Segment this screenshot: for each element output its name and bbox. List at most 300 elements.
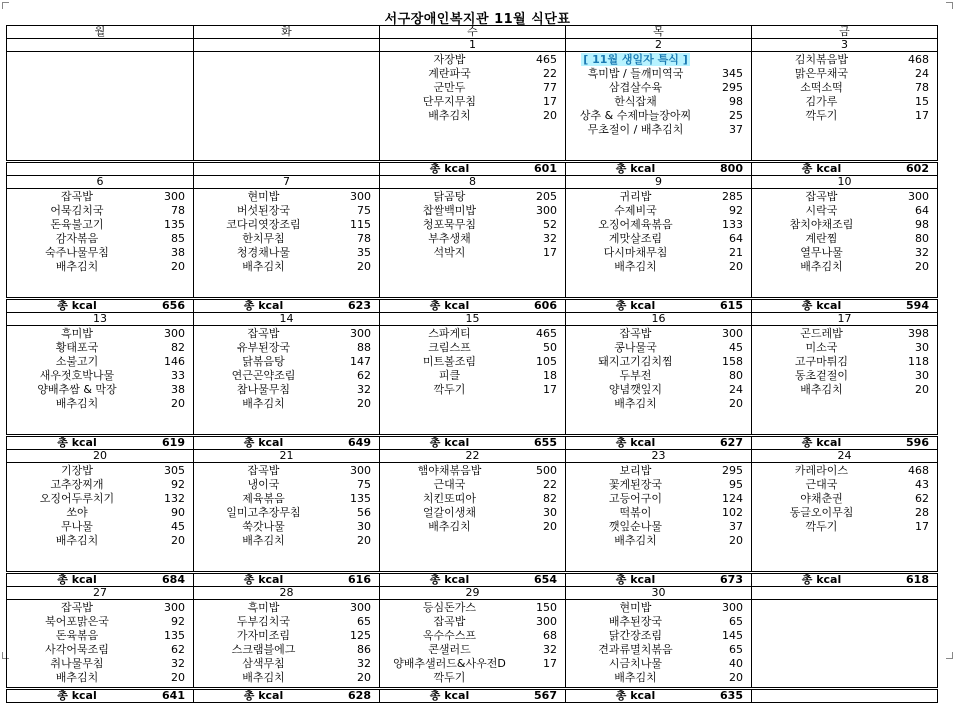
menu-item-name: [194, 601, 333, 615]
total-line: [566, 163, 751, 175]
total-kcal: 596: [906, 436, 929, 449]
menu-item: [194, 506, 379, 520]
menu-item: [7, 629, 193, 643]
menu-item-list: [752, 326, 937, 397]
menu-item-kcal: 20: [729, 397, 743, 410]
menu-item: [194, 260, 379, 274]
menu-item: [7, 492, 193, 506]
menu-item-name: [566, 327, 705, 341]
menu-item-label: 콩나물국: [614, 341, 657, 354]
total-cell: [566, 689, 752, 703]
menu-item: [7, 218, 193, 232]
menu-item: [566, 615, 751, 629]
total-cell: [7, 573, 194, 587]
date-cell: 10: [752, 176, 938, 189]
menu-item: [380, 190, 565, 204]
date-cell: 6: [7, 176, 194, 189]
menu-item: [7, 671, 193, 685]
date-row: [7, 176, 938, 189]
menu-item-label: 동글오이무침: [789, 506, 854, 519]
menu-item-label: 등심돈가스: [422, 601, 477, 614]
menu-item: [752, 506, 937, 520]
total-kcal: 594: [906, 299, 929, 312]
menu-item: [566, 397, 751, 411]
menu-item: [194, 397, 379, 411]
total-kcal: 649: [348, 436, 371, 449]
menu-item-name: [7, 657, 147, 671]
menu-item: [194, 355, 379, 369]
menu-item-kcal: 78: [357, 232, 371, 245]
menu-item-label: 계란파국: [428, 67, 471, 80]
menu-item-name: [194, 520, 333, 534]
menu-item: [194, 232, 379, 246]
menu-item: [7, 506, 193, 520]
menu-item-name: [566, 95, 705, 109]
menu-item-label: 삼색무침: [242, 657, 285, 670]
menu-item-kcal: 135: [164, 629, 185, 642]
menu-item-kcal: 35: [357, 246, 371, 259]
menu-item: [380, 218, 565, 232]
menu-item: [566, 478, 751, 492]
menu-item-name: [7, 190, 147, 204]
menu-cell: [194, 326, 380, 436]
total-label: 총 kcal: [429, 299, 470, 312]
menu-item-label: 귀리밥: [619, 190, 652, 203]
menu-item-kcal: 98: [915, 218, 929, 231]
menu-item: [380, 355, 565, 369]
date-cell: 3: [752, 39, 938, 52]
menu-item-kcal: 43: [915, 478, 929, 491]
menu-item-kcal: 38: [171, 383, 185, 396]
menu-item-name: [380, 95, 519, 109]
menu-item-kcal: 21: [729, 246, 743, 259]
total-kcal: 641: [162, 689, 185, 702]
menu-item-list: [194, 326, 379, 411]
menu-item-kcal: 17: [915, 520, 929, 533]
menu-item-label: 두부김치국: [236, 615, 291, 628]
menu-item-name: [566, 67, 705, 81]
menu-item-kcal: 132: [164, 492, 185, 505]
total-kcal: 616: [348, 573, 371, 586]
menu-item-label: 유부된장국: [236, 341, 291, 354]
menu-item-name: [194, 629, 333, 643]
menu-item-name: [566, 260, 705, 274]
menu-item-kcal: 37: [729, 520, 743, 533]
menu-item-name: [194, 534, 333, 548]
menu-item-kcal: 86: [357, 643, 371, 656]
menu-item-label: 쑥갓나물: [242, 520, 285, 533]
menu-item-kcal: 135: [164, 218, 185, 231]
menu-item-kcal: 20: [729, 671, 743, 684]
menu-item-name: [566, 232, 705, 246]
menu-item-list: [752, 52, 937, 123]
menu-item-name: [194, 232, 333, 246]
menu-item-name: [380, 369, 519, 383]
total-line: [194, 690, 379, 702]
menu-item-list: [194, 463, 379, 548]
menu-item-name: [566, 81, 705, 95]
menu-item-kcal: 75: [357, 204, 371, 217]
menu-item-label: 잡곡밥: [61, 601, 93, 614]
menu-item: [194, 190, 379, 204]
menu-item-label: 피클: [438, 369, 461, 382]
menu-item-name: [380, 327, 519, 341]
total-line: [752, 300, 937, 312]
menu-item-kcal: 24: [915, 67, 929, 80]
total-cell: [380, 573, 566, 587]
menu-item-kcal: 105: [536, 355, 557, 368]
menu-item-label: 곤드레밥: [800, 327, 843, 340]
menu-item-label: 냉이국: [247, 478, 280, 491]
total-cell: [566, 436, 752, 450]
total-label: 총 kcal: [615, 573, 656, 586]
menu-cell: [566, 52, 752, 162]
weekday-header: 수: [380, 26, 566, 39]
menu-item-name: [7, 643, 147, 657]
menu-item-name: [194, 492, 333, 506]
menu-item-label: 미소국: [805, 341, 838, 354]
menu-item-name: [752, 246, 891, 260]
total-label: 총 kcal: [801, 299, 842, 312]
total-label: 총 kcal: [243, 689, 284, 702]
total-kcal: 627: [720, 436, 743, 449]
menu-item: [380, 383, 565, 397]
menu-item-label: 깍두기: [433, 671, 466, 684]
menu-item: [566, 232, 751, 246]
menu-item: [566, 53, 751, 67]
menu-item-name: [380, 629, 519, 643]
menu-item-label: 깍두기: [805, 109, 838, 122]
menu-item: [566, 67, 751, 81]
menu-item: [752, 492, 937, 506]
menu-item-name: [380, 671, 519, 685]
total-kcal: 601: [534, 162, 557, 175]
menu-item-kcal: 32: [357, 383, 371, 396]
total-cell: [7, 689, 194, 703]
total-kcal: 618: [906, 573, 929, 586]
menu-item: [752, 67, 937, 81]
menu-item-label: 한식잡채: [614, 95, 657, 108]
menu-item: [752, 190, 937, 204]
menu-item-label: 배추김치: [428, 109, 471, 122]
menu-item-kcal: 28: [915, 506, 929, 519]
menu-item-name: [380, 478, 519, 492]
menu-item-kcal: 30: [915, 369, 929, 382]
date-cell: 28: [194, 587, 380, 600]
menu-item-list: [566, 189, 751, 274]
menu-item-label: 치킨또띠아: [422, 492, 477, 505]
menu-item-label: 무나물: [61, 520, 93, 533]
menu-item: [752, 383, 937, 397]
menu-item: [752, 327, 937, 341]
total-kcal: 635: [720, 689, 743, 702]
menu-item-kcal: 300: [350, 601, 371, 614]
menu-item-kcal: 20: [357, 671, 371, 684]
menu-item-kcal: 125: [350, 629, 371, 642]
total-label: 총 kcal: [429, 162, 470, 175]
menu-item-name: [752, 478, 891, 492]
menu-cell: [194, 463, 380, 573]
menu-item-name: [752, 81, 891, 95]
menu-item-label: 열무나물: [800, 246, 843, 259]
menu-item-label: 소떡소떡: [800, 81, 843, 94]
menu-item-kcal: 285: [722, 190, 743, 203]
menu-item-name: [752, 190, 891, 204]
total-line: [380, 300, 565, 312]
menu-cell: [380, 600, 566, 689]
menu-item: [194, 246, 379, 260]
menu-item-name: [7, 506, 147, 520]
menu-item-name: [194, 355, 333, 369]
page-corner-mark: [946, 652, 953, 659]
menu-item-label: 근대국: [433, 478, 466, 491]
menu-item-name: [7, 355, 147, 369]
menu-item: [7, 478, 193, 492]
menu-item-kcal: 20: [729, 534, 743, 547]
menu-item-label: 닭간장조림: [608, 629, 663, 642]
menu-item-label: 깍두기: [433, 383, 466, 396]
menu-item-name: [380, 341, 519, 355]
menu-item: [380, 53, 565, 67]
date-cell: 13: [7, 313, 194, 326]
menu-item: [194, 478, 379, 492]
menu-item: [7, 341, 193, 355]
total-label: 총 kcal: [615, 299, 656, 312]
date-row: [7, 450, 938, 463]
menu-item-name: [566, 506, 705, 520]
menu-item-name: [380, 506, 519, 520]
menu-item-name: [752, 520, 891, 534]
menu-item-label: 제육볶음: [242, 492, 285, 505]
menu-item-label: 오징어제육볶음: [598, 218, 673, 231]
menu-item: [566, 190, 751, 204]
menu-item-name: [7, 397, 147, 411]
total-line: [7, 437, 193, 449]
total-kcal: 567: [534, 689, 557, 702]
total-cell: [752, 162, 938, 176]
menu-item-kcal: 300: [908, 190, 929, 203]
menu-item: [7, 190, 193, 204]
menu-item-kcal: 62: [915, 492, 929, 505]
menu-item-label: 배추김치: [55, 397, 99, 410]
menu-item-kcal: 300: [164, 601, 185, 614]
menu-item-kcal: 17: [543, 95, 557, 108]
menu-item: [380, 506, 565, 520]
menu-item-kcal: 45: [171, 520, 185, 533]
menu-item: [752, 464, 937, 478]
menu-item: [194, 383, 379, 397]
menu-item-kcal: 90: [171, 506, 185, 519]
total-kcal: 684: [162, 573, 185, 586]
menu-item-kcal: 300: [536, 615, 557, 628]
menu-item: [380, 204, 565, 218]
menu-item-name: [380, 232, 519, 246]
menu-item: [194, 643, 379, 657]
menu-item-name: [194, 218, 333, 232]
menu-item: [380, 478, 565, 492]
menu-item-label: 쏘야: [66, 506, 88, 519]
menu-item-kcal: 78: [171, 204, 185, 217]
menu-item-name: [566, 534, 705, 548]
menu-item-kcal: 147: [350, 355, 371, 368]
menu-item-label: 배추김치: [800, 383, 843, 396]
menu-item-kcal: 118: [908, 355, 929, 368]
menu-item-kcal: 92: [171, 478, 185, 491]
menu-item-label: 코다리엿장조림: [226, 218, 301, 231]
menu-item-label: 맑은무채국: [794, 67, 849, 80]
menu-item-label: 잡곡밥: [433, 615, 466, 628]
menu-item: [566, 81, 751, 95]
menu-item-kcal: 468: [908, 464, 929, 477]
total-cell: [7, 162, 194, 176]
menu-cell: [752, 52, 938, 162]
menu-item-kcal: 92: [171, 615, 185, 628]
menu-item-label: 배추김치: [800, 260, 843, 273]
menu-item-name: [566, 204, 705, 218]
menu-item-label: 돼지고기김치찜: [598, 355, 673, 368]
menu-item-label: 배추된장국: [608, 615, 663, 628]
total-cell: [194, 689, 380, 703]
menu-item-label: 기장밥: [61, 464, 93, 477]
menu-item-name: [566, 383, 705, 397]
menu-item-kcal: 150: [536, 601, 557, 614]
menu-item-name: [566, 397, 705, 411]
menu-item-label: 돈육불고기: [50, 218, 104, 231]
total-line: [194, 574, 379, 586]
total-line: [752, 574, 937, 586]
menu-item-name: [566, 671, 705, 685]
menu-item-label: 청포묵무침: [422, 218, 477, 231]
total-line: [566, 574, 751, 586]
menu-item-name: [7, 615, 147, 629]
menu-item-label: 취나물무침: [50, 657, 104, 670]
total-line: [566, 690, 751, 702]
menu-item-name: [194, 246, 333, 260]
menu-item-label: 현미밥: [247, 190, 280, 203]
menu-item-name: [194, 204, 333, 218]
menu-item: [194, 218, 379, 232]
menu-item-list: [566, 326, 751, 411]
total-cell: [752, 573, 938, 587]
menu-item-kcal: 64: [729, 232, 743, 245]
menu-item: [566, 369, 751, 383]
menu-item-label: 배추김치: [242, 260, 285, 273]
menu-item-label: 보리밥: [619, 464, 652, 477]
weekday-header: 금: [752, 26, 938, 39]
menu-item-kcal: 295: [722, 81, 743, 94]
date-row: [7, 313, 938, 326]
menu-item-name: [7, 383, 147, 397]
menu-item-label: 닭곰탕: [433, 190, 466, 203]
date-cell: 7: [194, 176, 380, 189]
menu-item-kcal: 18: [543, 369, 557, 382]
menu-item: [194, 534, 379, 548]
menu-item-list: [194, 52, 379, 53]
menu-item: [566, 123, 751, 137]
menu-item-list: [566, 463, 751, 548]
menu-item-label: 배추김치: [242, 671, 285, 684]
menu-item: [566, 246, 751, 260]
menu-item-kcal: 465: [536, 53, 557, 66]
menu-item-kcal: 398: [908, 327, 929, 340]
date-cell: 27: [7, 587, 194, 600]
menu-item-name: [380, 190, 519, 204]
menu-item-name: [380, 355, 519, 369]
menu-item-label: 배추김치: [614, 397, 657, 410]
total-row: [7, 162, 938, 176]
menu-item-name: [194, 643, 333, 657]
menu-item-label: 돈육볶음: [55, 629, 99, 642]
date-row: [7, 587, 938, 600]
menu-item-kcal: 20: [357, 534, 371, 547]
menu-cell: [380, 326, 566, 436]
menu-item-label: 고등어구이: [608, 492, 663, 505]
menu-item-name: [566, 218, 705, 232]
menu-item-kcal: 300: [350, 327, 371, 340]
date-cell: 9: [566, 176, 752, 189]
menu-item: [194, 204, 379, 218]
menu-item-label: 양배추쌈 & 막장: [37, 383, 117, 396]
menu-item-label: 상추 & 수제마늘장아찌: [579, 109, 692, 122]
menu-item-kcal: 32: [543, 232, 557, 245]
menu-item: [566, 671, 751, 685]
menu-item: [752, 478, 937, 492]
menu-cell: [7, 52, 194, 162]
menu-item-name: [194, 615, 333, 629]
total-line: [380, 690, 565, 702]
menu-item: [380, 520, 565, 534]
total-label: 총 kcal: [801, 162, 842, 175]
menu-item-kcal: 80: [915, 232, 929, 245]
menu-item-label: 무초절이 / 배추김치: [587, 123, 684, 136]
menu-item-label: 어묵김치국: [50, 204, 104, 217]
date-cell: 23: [566, 450, 752, 463]
date-cell: 22: [380, 450, 566, 463]
total-cell: [380, 299, 566, 313]
menu-item-name: [7, 601, 147, 615]
menu-item-name: [194, 190, 333, 204]
menu-item: [566, 643, 751, 657]
total-kcal: 628: [348, 689, 371, 702]
total-label: 총 kcal: [57, 689, 97, 702]
menu-item-kcal: 22: [543, 67, 557, 80]
menu-item-label: 양념깻잎지: [608, 383, 663, 396]
menu-item-label: 떡볶이: [619, 506, 652, 519]
menu-item: [380, 657, 565, 671]
menu-item-name: [566, 520, 705, 534]
menu-item-label: 근대국: [805, 478, 838, 491]
total-label: 총 kcal: [243, 573, 284, 586]
total-cell: [752, 436, 938, 450]
total-label: 총 kcal: [429, 436, 470, 449]
menu-item: [194, 341, 379, 355]
menu-item-kcal: 62: [171, 643, 185, 656]
menu-item-label: 가자미조림: [236, 629, 291, 642]
menu-item-label: 수제비국: [614, 204, 657, 217]
date-cell: 8: [380, 176, 566, 189]
total-cell: [566, 162, 752, 176]
menu-row: [7, 326, 938, 436]
menu-item-label: 석박지: [433, 246, 466, 259]
menu-item-label: 다시마채무침: [603, 246, 668, 259]
menu-item-kcal: 30: [543, 506, 557, 519]
menu-item: [566, 520, 751, 534]
menu-item-kcal: 98: [729, 95, 743, 108]
menu-item-label: 참나물무침: [236, 383, 291, 396]
menu-item-kcal: 500: [536, 464, 557, 477]
menu-item-kcal: 20: [171, 534, 185, 547]
menu-item-name: [194, 478, 333, 492]
